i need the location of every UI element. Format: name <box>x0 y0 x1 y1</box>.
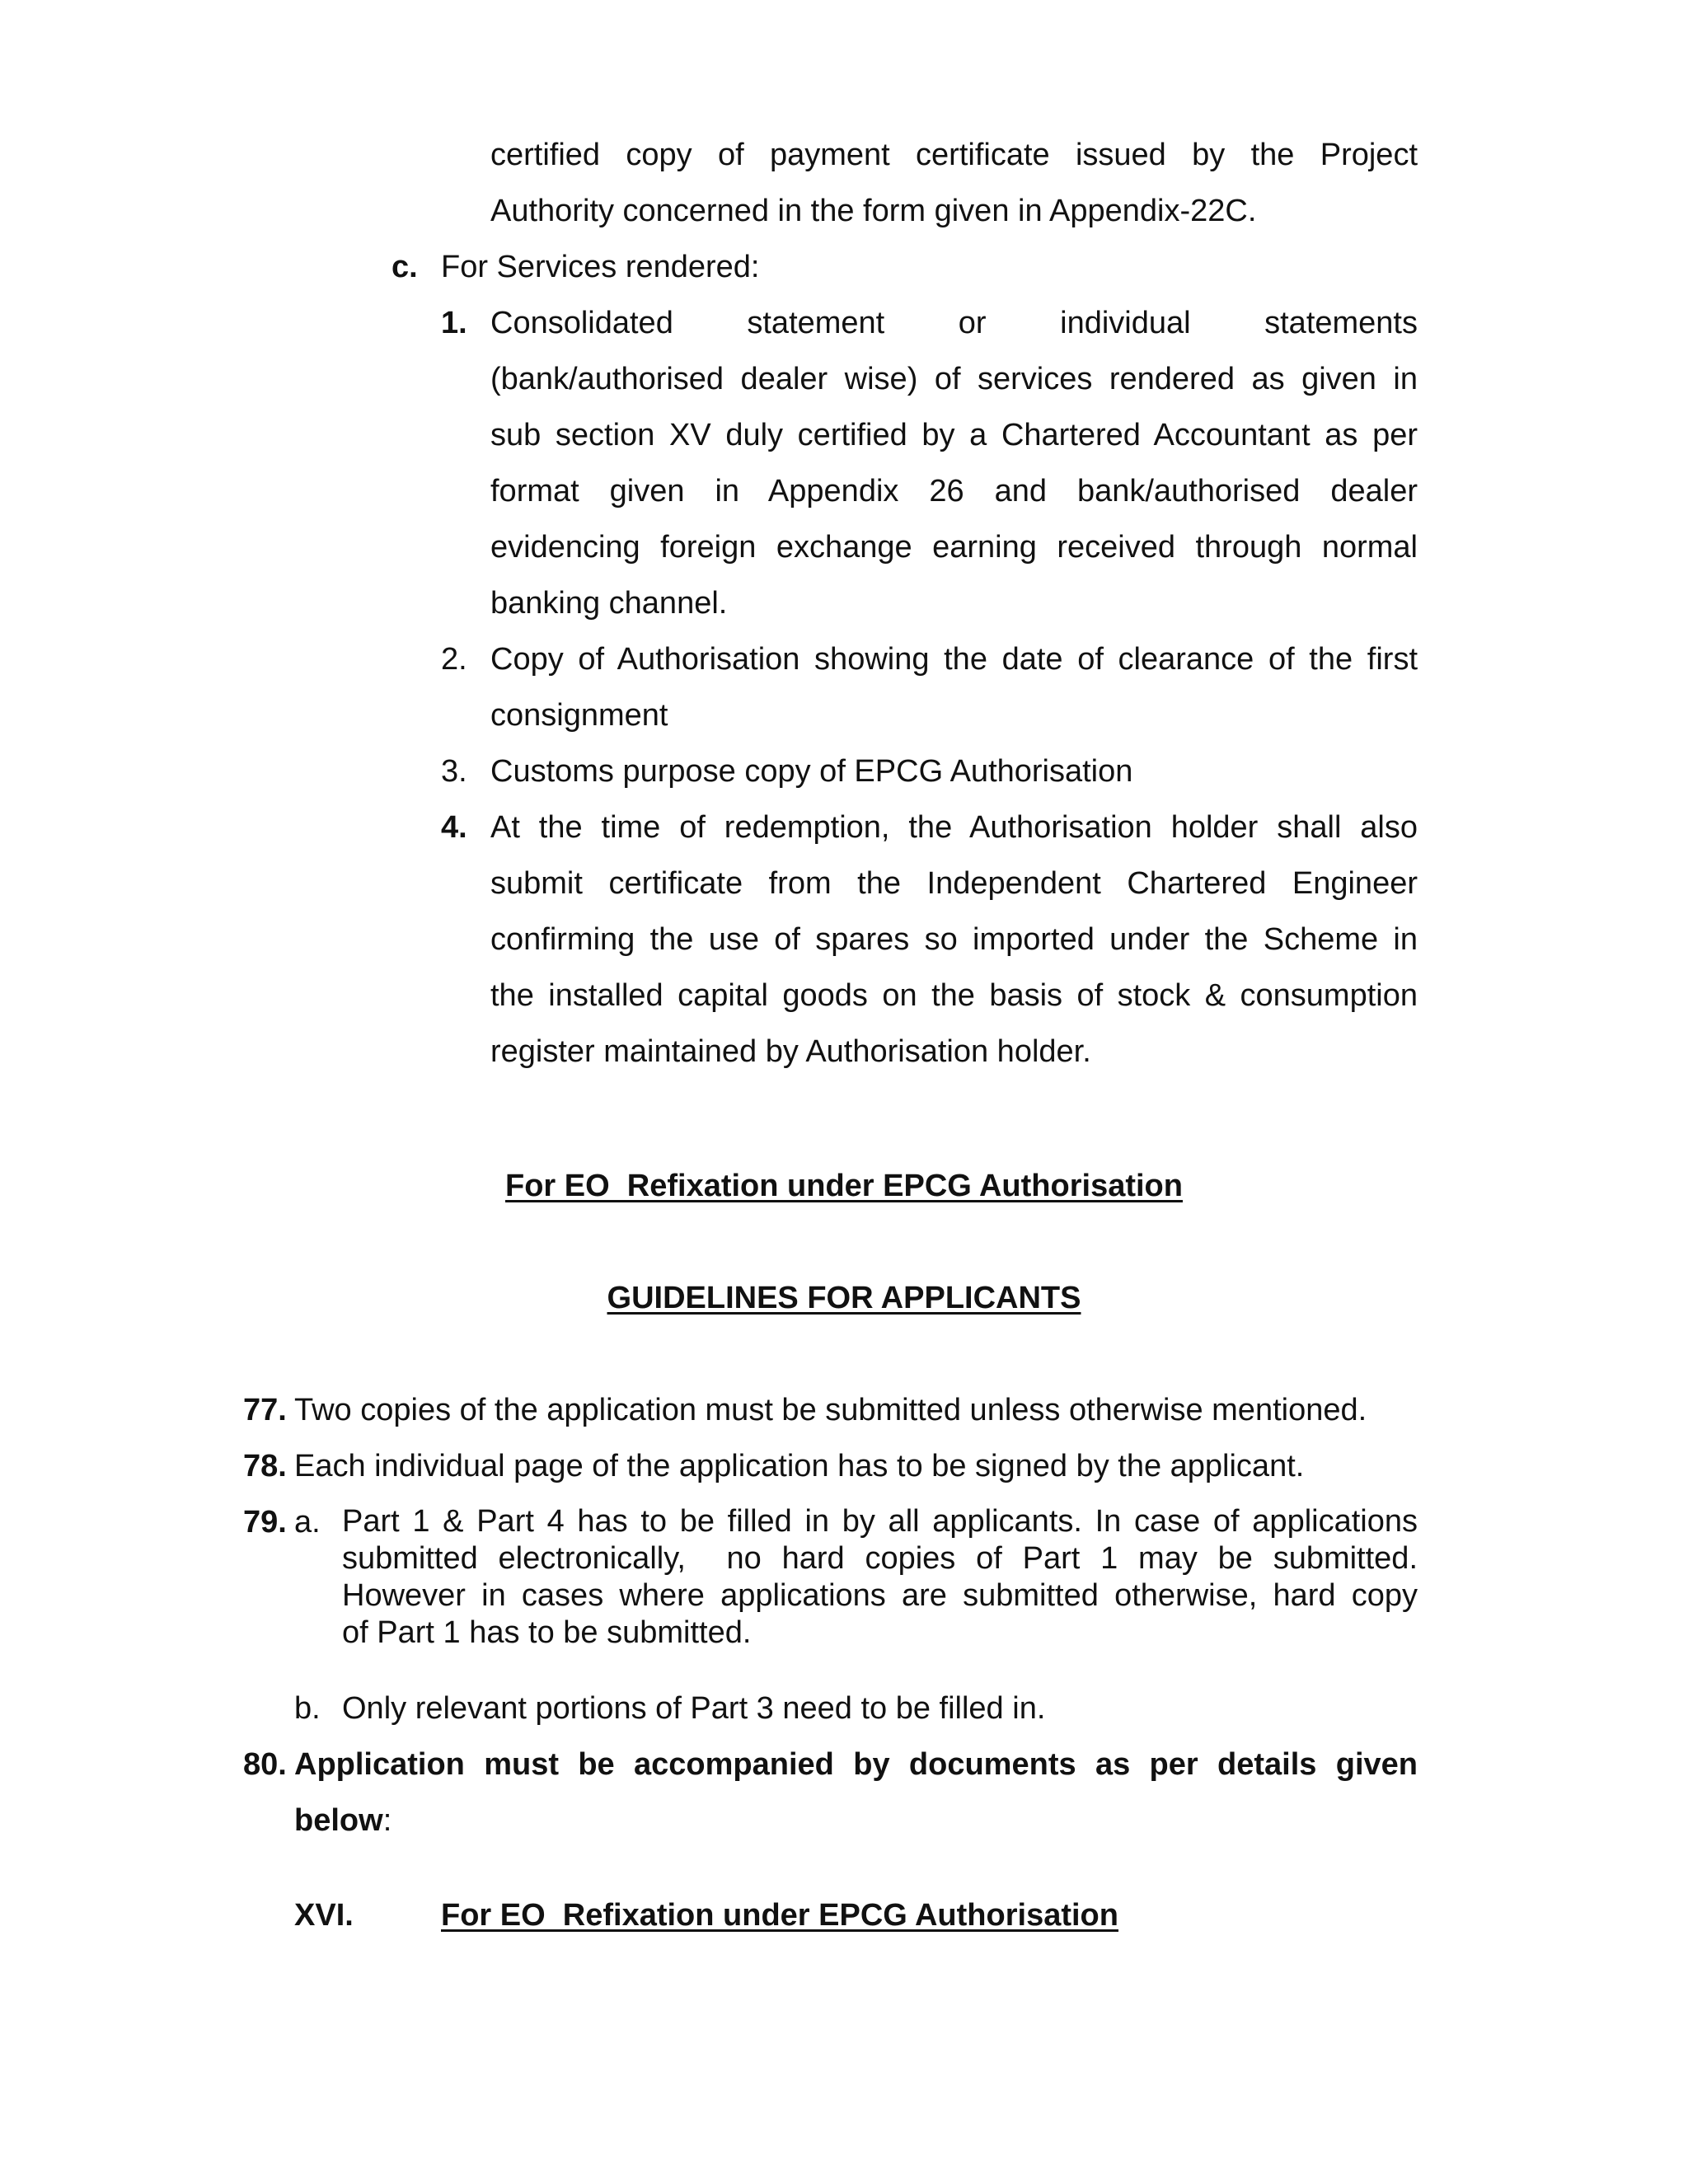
guideline-79a-line-2: submitted electronically, no hard copies of Part 1 may be submitted. <box>342 1541 1418 1576</box>
sub-item-4-line-1: At the time of redemption, the Authorisation holder shall also <box>490 810 1418 845</box>
sub-item-3-line-1: Customs purpose copy of EPCG Authorisation <box>490 754 1133 789</box>
sub-item-1-line-1: Consolidated statement or individual statements <box>490 306 1418 340</box>
sub-item-2-line-1: Copy of Authorisation showing the date of clearance of the first <box>490 642 1418 677</box>
sub-item-4-line-3: confirming the use of spares so imported under the Scheme in <box>490 922 1418 957</box>
guideline-77-number: 77. <box>243 1393 287 1427</box>
section-xvi-number: XVI. <box>294 1898 354 1933</box>
guideline-79a-line-3: However in cases where applications are submitted otherwise, hard copy <box>342 1578 1418 1613</box>
guideline-80-colon: : <box>382 1803 392 1838</box>
guideline-77-text: Two copies of the application must be submitted unless otherwise mentioned. <box>294 1393 1367 1427</box>
section-heading-guidelines: GUIDELINES FOR APPLICANTS <box>607 1281 1081 1315</box>
guideline-80-line-2-text: below <box>294 1803 383 1838</box>
sub-item-1-line-2: (bank/authorised dealer wise) of services rendered as given in <box>490 362 1418 396</box>
guideline-80-line-2 <box>294 1802 392 1840</box>
guideline-80-number: 80. <box>243 1747 287 1782</box>
section-xvi-title: For EO Refixation under EPCG Authorisation <box>441 1898 1118 1933</box>
item-c-title: For Services rendered: <box>441 250 760 284</box>
sub-item-1-line-6: banking channel. <box>490 586 728 621</box>
guideline-79-number: 79. <box>243 1505 287 1540</box>
guideline-80-line-1: Application must be accompanied by documents as per details given <box>294 1747 1418 1782</box>
sub-item-2-line-2: consignment <box>490 698 668 733</box>
sub-item-1-line-5: evidencing foreign exchange earning received through normal <box>490 530 1418 565</box>
guideline-79a-line-4: of Part 1 has to be submitted. <box>342 1615 752 1650</box>
sub-item-2-number: 2. <box>441 642 467 677</box>
guideline-78-text: Each individual page of the application has to be signed by the applicant. <box>294 1449 1305 1483</box>
sub-item-3-number: 3. <box>441 754 467 789</box>
sub-item-4-line-2: submit certificate from the Independent Chartered Engineer <box>490 866 1418 901</box>
guideline-79b-text: Only relevant portions of Part 3 need to be filled in. <box>342 1691 1046 1726</box>
sub-item-1-number: 1. <box>441 306 467 340</box>
sub-item-4-line-5: register maintained by Authorisation holder. <box>490 1034 1091 1069</box>
item-b-line-1: certified copy of payment certificate issued by the Project <box>490 138 1418 172</box>
item-b-line-2: Authority concerned in the form given in Appendix-22C. <box>490 194 1257 228</box>
section-heading-eo-refixation: For EO Refixation under EPCG Authorisation <box>505 1169 1183 1203</box>
sub-item-1-line-4: format given in Appendix 26 and bank/authorised dealer <box>490 474 1418 509</box>
sub-item-4-number: 4. <box>441 810 467 845</box>
sub-item-4-line-4: the installed capital goods on the basis of stock & consumption <box>490 978 1418 1013</box>
sub-item-1-line-3: sub section XV duly certified by a Chartered Accountant as per <box>490 418 1418 452</box>
guideline-79b-label: b. <box>294 1691 321 1726</box>
guideline-79a-line-1: Part 1 & Part 4 has to be filled in by all applicants. In case of applications <box>342 1504 1418 1539</box>
item-c-label: c. <box>392 250 418 284</box>
guideline-78-number: 78. <box>243 1449 287 1483</box>
guideline-79a-label: a. <box>294 1505 321 1540</box>
